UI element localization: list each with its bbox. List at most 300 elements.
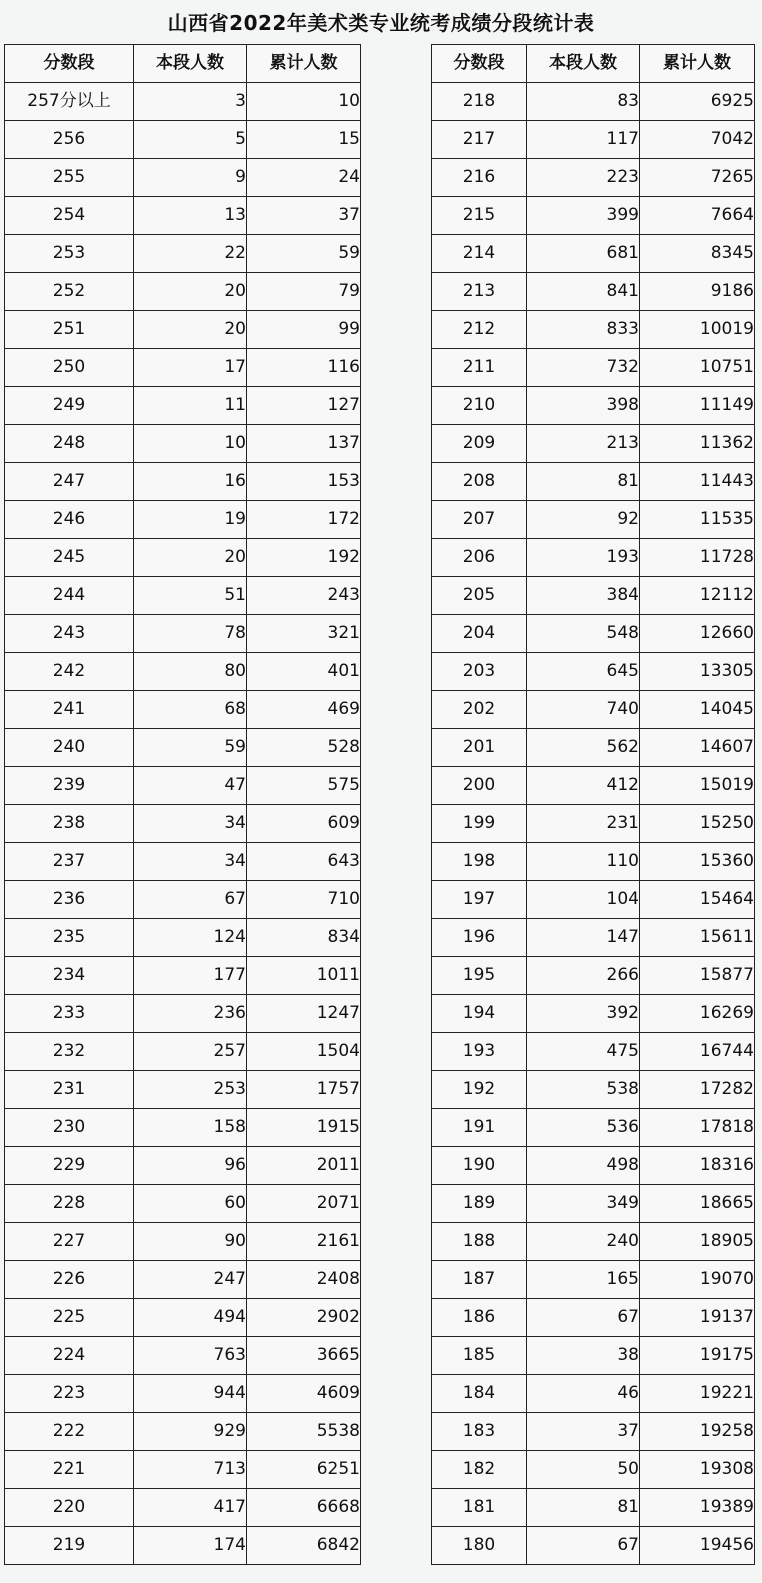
table-row	[5, 919, 361, 957]
score-cell: 206	[432, 539, 527, 577]
cumulative-count-cell: 116	[247, 349, 361, 387]
table-row	[5, 1299, 361, 1337]
table-row	[432, 1147, 755, 1185]
table-row	[5, 1413, 361, 1451]
score-cell: 192	[432, 1071, 527, 1109]
score-cell: 195	[432, 957, 527, 995]
segment-count-cell: 47	[134, 767, 247, 805]
table-row	[432, 1413, 755, 1451]
cumulative-count-cell: 19456	[640, 1527, 755, 1565]
cumulative-count-cell: 15	[247, 121, 361, 159]
cumulative-count-cell: 11362	[640, 425, 755, 463]
cumulative-count-cell: 10019	[640, 311, 755, 349]
segment-count-cell: 399	[527, 197, 640, 235]
score-cell: 257分以上	[5, 83, 134, 121]
score-cell: 193	[432, 1033, 527, 1071]
table-row	[5, 1033, 361, 1071]
cumulative-count-cell: 18665	[640, 1185, 755, 1223]
table-row	[432, 805, 755, 843]
segment-count-cell: 147	[527, 919, 640, 957]
table-row	[5, 425, 361, 463]
segment-count-cell: 34	[134, 843, 247, 881]
segment-count-cell: 645	[527, 653, 640, 691]
cumulative-count-cell: 19308	[640, 1451, 755, 1489]
cumulative-count-cell: 11149	[640, 387, 755, 425]
score-cell: 182	[432, 1451, 527, 1489]
table-body-right	[432, 83, 755, 1565]
cumulative-count-cell: 172	[247, 501, 361, 539]
cumulative-count-cell: 6842	[247, 1527, 361, 1565]
segment-count-cell: 20	[134, 539, 247, 577]
segment-count-cell: 740	[527, 691, 640, 729]
segment-count-cell: 11	[134, 387, 247, 425]
table-row	[5, 1337, 361, 1375]
score-cell: 181	[432, 1489, 527, 1527]
segment-count-cell: 59	[134, 729, 247, 767]
score-cell: 216	[432, 159, 527, 197]
score-cell: 251	[5, 311, 134, 349]
score-cell: 226	[5, 1261, 134, 1299]
segment-count-cell: 257	[134, 1033, 247, 1071]
table-row	[5, 273, 361, 311]
segment-count-cell: 104	[527, 881, 640, 919]
score-cell: 227	[5, 1223, 134, 1261]
segment-count-cell: 841	[527, 273, 640, 311]
cumulative-count-cell: 15611	[640, 919, 755, 957]
score-cell: 202	[432, 691, 527, 729]
cumulative-count-cell: 7265	[640, 159, 755, 197]
table-row	[432, 1223, 755, 1261]
segment-count-cell: 562	[527, 729, 640, 767]
score-cell: 220	[5, 1489, 134, 1527]
score-cell: 198	[432, 843, 527, 881]
score-cell: 223	[5, 1375, 134, 1413]
table-row	[5, 881, 361, 919]
table-row	[432, 349, 755, 387]
score-cell: 228	[5, 1185, 134, 1223]
segment-count-cell: 398	[527, 387, 640, 425]
score-cell: 256	[5, 121, 134, 159]
segment-count-cell: 548	[527, 615, 640, 653]
table-row	[5, 349, 361, 387]
segment-count-cell: 266	[527, 957, 640, 995]
table-row	[5, 615, 361, 653]
score-cell: 238	[5, 805, 134, 843]
score-cell: 242	[5, 653, 134, 691]
segment-count-cell: 223	[527, 159, 640, 197]
table-row	[5, 1375, 361, 1413]
table-row	[432, 653, 755, 691]
cumulative-count-cell: 243	[247, 577, 361, 615]
header-score: 分数段	[432, 45, 527, 83]
segment-count-cell: 78	[134, 615, 247, 653]
segment-count-cell: 5	[134, 121, 247, 159]
segment-count-cell: 384	[527, 577, 640, 615]
score-cell: 180	[432, 1527, 527, 1565]
table-row	[432, 501, 755, 539]
table-row	[432, 235, 755, 273]
table-row	[5, 1451, 361, 1489]
table-row	[432, 1337, 755, 1375]
segment-count-cell: 124	[134, 919, 247, 957]
score-cell: 235	[5, 919, 134, 957]
cumulative-count-cell: 18316	[640, 1147, 755, 1185]
cumulative-count-cell: 14607	[640, 729, 755, 767]
table-row	[432, 1375, 755, 1413]
cumulative-count-cell: 6925	[640, 83, 755, 121]
segment-count-cell: 50	[527, 1451, 640, 1489]
score-cell: 187	[432, 1261, 527, 1299]
cumulative-count-cell: 6251	[247, 1451, 361, 1489]
score-cell: 249	[5, 387, 134, 425]
header-cumulative-count: 累计人数	[247, 45, 361, 83]
segment-count-cell: 538	[527, 1071, 640, 1109]
cumulative-count-cell: 79	[247, 273, 361, 311]
segment-count-cell: 46	[527, 1375, 640, 1413]
cumulative-count-cell: 153	[247, 463, 361, 501]
score-table-right	[431, 44, 755, 1565]
cumulative-count-cell: 3665	[247, 1337, 361, 1375]
table-body-left	[5, 83, 361, 1565]
score-cell: 241	[5, 691, 134, 729]
score-cell: 209	[432, 425, 527, 463]
score-cell: 186	[432, 1299, 527, 1337]
cumulative-count-cell: 12660	[640, 615, 755, 653]
score-cell: 253	[5, 235, 134, 273]
segment-count-cell: 90	[134, 1223, 247, 1261]
cumulative-count-cell: 6668	[247, 1489, 361, 1527]
table-row	[5, 995, 361, 1033]
score-cell: 191	[432, 1109, 527, 1147]
table-row	[5, 121, 361, 159]
cumulative-count-cell: 11728	[640, 539, 755, 577]
cumulative-count-cell: 15250	[640, 805, 755, 843]
cumulative-count-cell: 7042	[640, 121, 755, 159]
score-cell: 247	[5, 463, 134, 501]
table-row	[5, 159, 361, 197]
score-cell: 218	[432, 83, 527, 121]
segment-count-cell: 349	[527, 1185, 640, 1223]
header-row	[432, 45, 755, 83]
table-row	[5, 387, 361, 425]
segment-count-cell: 412	[527, 767, 640, 805]
table-row	[432, 121, 755, 159]
cumulative-count-cell: 575	[247, 767, 361, 805]
cumulative-count-cell: 10	[247, 83, 361, 121]
score-cell: 188	[432, 1223, 527, 1261]
cumulative-count-cell: 710	[247, 881, 361, 919]
score-cell: 230	[5, 1109, 134, 1147]
score-cell: 246	[5, 501, 134, 539]
cumulative-count-cell: 1011	[247, 957, 361, 995]
table-row	[5, 1147, 361, 1185]
score-cell: 185	[432, 1337, 527, 1375]
cumulative-count-cell: 834	[247, 919, 361, 957]
cumulative-count-cell: 11443	[640, 463, 755, 501]
cumulative-count-cell: 17818	[640, 1109, 755, 1147]
segment-count-cell: 681	[527, 235, 640, 273]
segment-count-cell: 96	[134, 1147, 247, 1185]
segment-count-cell: 51	[134, 577, 247, 615]
cumulative-count-cell: 4609	[247, 1375, 361, 1413]
cumulative-count-cell: 321	[247, 615, 361, 653]
cumulative-count-cell: 19258	[640, 1413, 755, 1451]
score-cell: 252	[5, 273, 134, 311]
segment-count-cell: 80	[134, 653, 247, 691]
segment-count-cell: 240	[527, 1223, 640, 1261]
table-row	[432, 463, 755, 501]
score-cell: 213	[432, 273, 527, 311]
segment-count-cell: 498	[527, 1147, 640, 1185]
score-cell: 232	[5, 1033, 134, 1071]
cumulative-count-cell: 11535	[640, 501, 755, 539]
cumulative-count-cell: 19221	[640, 1375, 755, 1413]
cumulative-count-cell: 16744	[640, 1033, 755, 1071]
table-row	[5, 463, 361, 501]
cumulative-count-cell: 2408	[247, 1261, 361, 1299]
segment-count-cell: 494	[134, 1299, 247, 1337]
cumulative-count-cell: 15464	[640, 881, 755, 919]
page-title: 山西省2022年美术类专业统考成绩分段统计表	[167, 11, 595, 35]
cumulative-count-cell: 15877	[640, 957, 755, 995]
segment-count-cell: 392	[527, 995, 640, 1033]
score-cell: 250	[5, 349, 134, 387]
score-cell: 212	[432, 311, 527, 349]
score-cell: 217	[432, 121, 527, 159]
cumulative-count-cell: 469	[247, 691, 361, 729]
cumulative-count-cell: 1247	[247, 995, 361, 1033]
table-row	[432, 881, 755, 919]
table-row	[5, 843, 361, 881]
segment-count-cell: 67	[527, 1299, 640, 1337]
cumulative-count-cell: 8345	[640, 235, 755, 273]
cumulative-count-cell: 13305	[640, 653, 755, 691]
table-row	[5, 501, 361, 539]
score-cell: 200	[432, 767, 527, 805]
table-row	[5, 539, 361, 577]
table-row	[5, 653, 361, 691]
cumulative-count-cell: 2011	[247, 1147, 361, 1185]
cumulative-count-cell: 9186	[640, 273, 755, 311]
table-row	[432, 577, 755, 615]
cumulative-count-cell: 2902	[247, 1299, 361, 1337]
score-cell: 199	[432, 805, 527, 843]
score-cell: 210	[432, 387, 527, 425]
segment-count-cell: 37	[527, 1413, 640, 1451]
score-cell: 215	[432, 197, 527, 235]
segment-count-cell: 165	[527, 1261, 640, 1299]
table-row	[432, 273, 755, 311]
cumulative-count-cell: 5538	[247, 1413, 361, 1451]
cumulative-count-cell: 16269	[640, 995, 755, 1033]
score-cell: 203	[432, 653, 527, 691]
cumulative-count-cell: 401	[247, 653, 361, 691]
segment-count-cell: 22	[134, 235, 247, 273]
segment-count-cell: 929	[134, 1413, 247, 1451]
segment-count-cell: 213	[527, 425, 640, 463]
score-cell: 224	[5, 1337, 134, 1375]
segment-count-cell: 17	[134, 349, 247, 387]
segment-count-cell: 833	[527, 311, 640, 349]
table-row	[432, 767, 755, 805]
score-cell: 231	[5, 1071, 134, 1109]
segment-count-cell: 944	[134, 1375, 247, 1413]
segment-count-cell: 193	[527, 539, 640, 577]
table-row	[432, 1033, 755, 1071]
segment-count-cell: 67	[527, 1527, 640, 1565]
segment-count-cell: 763	[134, 1337, 247, 1375]
score-cell: 183	[432, 1413, 527, 1451]
cumulative-count-cell: 12112	[640, 577, 755, 615]
score-cell: 194	[432, 995, 527, 1033]
table-row	[432, 691, 755, 729]
header-segment-count: 本段人数	[134, 45, 247, 83]
cumulative-count-cell: 2071	[247, 1185, 361, 1223]
score-cell: 234	[5, 957, 134, 995]
segment-count-cell: 417	[134, 1489, 247, 1527]
segment-count-cell: 713	[134, 1451, 247, 1489]
table-row	[5, 729, 361, 767]
table-row	[5, 767, 361, 805]
segment-count-cell: 13	[134, 197, 247, 235]
score-cell: 239	[5, 767, 134, 805]
table-row	[432, 1527, 755, 1565]
score-cell: 214	[432, 235, 527, 273]
score-table-left	[4, 44, 361, 1565]
cumulative-count-cell: 1915	[247, 1109, 361, 1147]
segment-count-cell: 60	[134, 1185, 247, 1223]
table-row	[432, 1299, 755, 1337]
table-row	[432, 919, 755, 957]
table-row	[432, 539, 755, 577]
cumulative-count-cell: 1757	[247, 1071, 361, 1109]
score-cell: 197	[432, 881, 527, 919]
score-cell: 190	[432, 1147, 527, 1185]
segment-count-cell: 475	[527, 1033, 640, 1071]
table-row	[5, 577, 361, 615]
segment-count-cell: 177	[134, 957, 247, 995]
table-row	[432, 83, 755, 121]
score-cell: 237	[5, 843, 134, 881]
table-row	[5, 1489, 361, 1527]
header-cumulative-count: 累计人数	[640, 45, 755, 83]
score-cell: 240	[5, 729, 134, 767]
score-cell: 204	[432, 615, 527, 653]
cumulative-count-cell: 14045	[640, 691, 755, 729]
segment-count-cell: 174	[134, 1527, 247, 1565]
table-row	[5, 197, 361, 235]
table-row	[5, 1527, 361, 1565]
segment-count-cell: 81	[527, 463, 640, 501]
score-cell: 201	[432, 729, 527, 767]
segment-count-cell: 81	[527, 1489, 640, 1527]
cumulative-count-cell: 19175	[640, 1337, 755, 1375]
segment-count-cell: 10	[134, 425, 247, 463]
segment-count-cell: 3	[134, 83, 247, 121]
segment-count-cell: 536	[527, 1109, 640, 1147]
score-cell: 254	[5, 197, 134, 235]
cumulative-count-cell: 2161	[247, 1223, 361, 1261]
cumulative-count-cell: 528	[247, 729, 361, 767]
table-row	[432, 1261, 755, 1299]
cumulative-count-cell: 643	[247, 843, 361, 881]
segment-count-cell: 83	[527, 83, 640, 121]
segment-count-cell: 732	[527, 349, 640, 387]
segment-count-cell: 67	[134, 881, 247, 919]
table-row	[432, 957, 755, 995]
segment-count-cell: 34	[134, 805, 247, 843]
score-cell: 207	[432, 501, 527, 539]
score-cell: 229	[5, 1147, 134, 1185]
table-row	[432, 1071, 755, 1109]
score-cell: 243	[5, 615, 134, 653]
table-row	[432, 729, 755, 767]
score-cell: 248	[5, 425, 134, 463]
cumulative-count-cell: 99	[247, 311, 361, 349]
cumulative-count-cell: 17282	[640, 1071, 755, 1109]
table-row	[432, 843, 755, 881]
score-cell: 208	[432, 463, 527, 501]
cumulative-count-cell: 59	[247, 235, 361, 273]
score-cell: 245	[5, 539, 134, 577]
cumulative-count-cell: 15019	[640, 767, 755, 805]
score-cell: 184	[432, 1375, 527, 1413]
score-cell: 189	[432, 1185, 527, 1223]
segment-count-cell: 16	[134, 463, 247, 501]
table-row	[5, 1223, 361, 1261]
score-cell: 233	[5, 995, 134, 1033]
score-cell: 205	[432, 577, 527, 615]
cumulative-count-cell: 19389	[640, 1489, 755, 1527]
table-row	[432, 1489, 755, 1527]
cumulative-count-cell: 15360	[640, 843, 755, 881]
score-cell: 236	[5, 881, 134, 919]
segment-count-cell: 19	[134, 501, 247, 539]
cumulative-count-cell: 127	[247, 387, 361, 425]
cumulative-count-cell: 18905	[640, 1223, 755, 1261]
segment-count-cell: 68	[134, 691, 247, 729]
table-row	[5, 805, 361, 843]
cumulative-count-cell: 7664	[640, 197, 755, 235]
segment-count-cell: 9	[134, 159, 247, 197]
table-row	[432, 387, 755, 425]
table-row	[432, 311, 755, 349]
segment-count-cell: 92	[527, 501, 640, 539]
score-cell: 222	[5, 1413, 134, 1451]
cumulative-count-cell: 10751	[640, 349, 755, 387]
score-cell: 244	[5, 577, 134, 615]
table-row	[5, 957, 361, 995]
table-row	[432, 1109, 755, 1147]
segment-count-cell: 20	[134, 311, 247, 349]
table-row	[432, 1185, 755, 1223]
score-cell: 196	[432, 919, 527, 957]
table-row	[5, 1185, 361, 1223]
cumulative-count-cell: 609	[247, 805, 361, 843]
segment-count-cell: 236	[134, 995, 247, 1033]
score-cell: 225	[5, 1299, 134, 1337]
cumulative-count-cell: 1504	[247, 1033, 361, 1071]
segment-count-cell: 247	[134, 1261, 247, 1299]
table-row	[432, 995, 755, 1033]
table-row	[432, 1451, 755, 1489]
segment-count-cell: 110	[527, 843, 640, 881]
table-row	[5, 311, 361, 349]
cumulative-count-cell: 19137	[640, 1299, 755, 1337]
segment-count-cell: 20	[134, 273, 247, 311]
table-row	[5, 691, 361, 729]
segment-count-cell: 158	[134, 1109, 247, 1147]
